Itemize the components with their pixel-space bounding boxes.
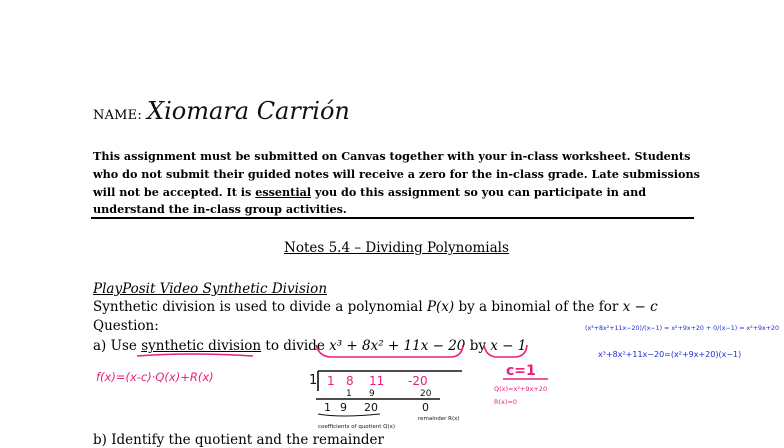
- coef-note: coefficients of quotient Q(x): [318, 424, 396, 430]
- result-1: 1: [324, 401, 331, 414]
- result-3: 20: [364, 401, 378, 414]
- qa-text-a: a) Use: [93, 338, 142, 354]
- video-link[interactable]: PlayPosit Video Synthetic Division: [93, 281, 328, 297]
- result-2: 9: [340, 401, 347, 414]
- intro-px: P(x): [426, 299, 455, 315]
- coef-brace: [318, 414, 380, 416]
- qa-divisor: x − 1: [490, 338, 527, 354]
- pink-formula: f(x)=(x-c)·Q(x)+R(x): [96, 370, 214, 384]
- notice-text-1: This assignment must be submitted on Canvas together with your in-class worksheet. Students who do not submit their guided notes will receive a zero for the in-class grade. Late submissions will not be accepted. It is: [93, 149, 700, 199]
- notice-text-2: you do this assignment so you can participate in and understand the in-class group activities.: [93, 184, 647, 217]
- student-signature: [145, 92, 355, 132]
- r-result: R(x)=0: [494, 398, 518, 406]
- remainder-note: remainder R(x): [418, 416, 460, 422]
- blue-line-2: x³+8x²+11x−20=(x²+9x+20)(x−1): [598, 350, 742, 359]
- division-bracket: [318, 371, 462, 391]
- intro-xc: x − c: [622, 299, 658, 315]
- qa-link: synthetic division: [141, 338, 262, 354]
- product-1: 1: [346, 389, 352, 399]
- blue-line-1: (x³+8x²+11x−20)/(x−1) = x²+9x+20 + 0/(x−1) = x²+9x+20: [585, 325, 780, 332]
- intro-text-b: by a binomial of the for: [454, 299, 623, 315]
- notice-emphasis: essential: [255, 184, 312, 199]
- page-title: Notes 5.4 – Dividing Polynomials: [284, 240, 509, 256]
- result-4: 0: [422, 401, 429, 414]
- question-b: b) Identify the quotient and the remainder: [93, 432, 384, 448]
- pink-underline-synthetic: [137, 354, 253, 356]
- assignment-notice: [93, 148, 703, 219]
- synthetic-divisor: 1: [309, 373, 318, 388]
- question-a: [93, 338, 526, 354]
- synthetic-division-intro: [93, 299, 658, 315]
- qa-polynomial: x³ + 8x² + 11x − 20: [329, 338, 466, 354]
- product-3: 20: [420, 389, 432, 399]
- name-label: NAME:: [93, 108, 142, 123]
- question-label: Question:: [93, 318, 159, 334]
- coef-4: -20: [408, 374, 428, 388]
- coef-3: 11: [369, 374, 385, 388]
- intro-text-a: Synthetic division is used to divide a polynomial: [93, 299, 427, 315]
- signature-text: Xiomara Carrión: [147, 97, 350, 125]
- qa-by: by: [465, 338, 491, 354]
- product-2: 9: [369, 389, 375, 399]
- q-result: Q(x)=x²+9x+20: [494, 385, 548, 393]
- coef-1: 1: [327, 374, 335, 388]
- divider-rule: [91, 217, 694, 219]
- qa-text-b: to divide: [261, 338, 330, 354]
- c-value: c=1: [506, 363, 536, 379]
- coef-2: 8: [346, 374, 354, 388]
